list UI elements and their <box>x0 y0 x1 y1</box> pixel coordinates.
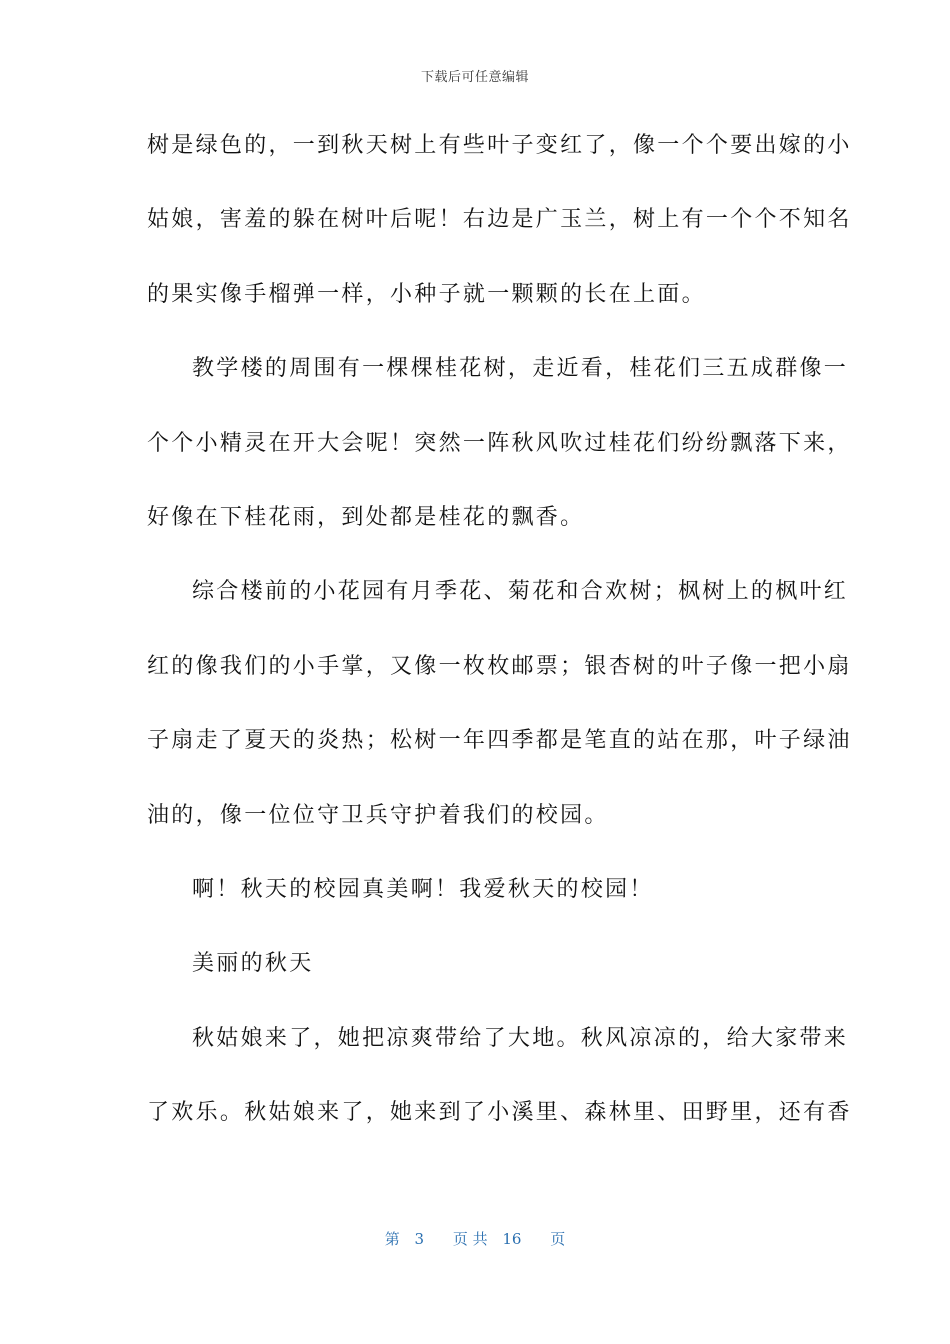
text-line: 子扇走了夏天的炎热；松树一年四季都是笔直的站在那，叶子绿油 <box>147 728 852 754</box>
footer-middle: 页 共 <box>452 1230 488 1248</box>
text-line: 好像在下桂花雨，到处都是桂花的飘香。 <box>147 504 585 530</box>
page-header: 下载后可任意编辑 <box>420 70 529 85</box>
section-title: 美丽的秋天 <box>192 951 314 977</box>
footer-suffix: 页 <box>550 1230 566 1248</box>
text-line: 个个小精灵在开大会呢！突然一阵秋风吹过桂花们纷纷飘落下来， <box>147 430 852 456</box>
paragraph-first-line: 啊！秋天的校园真美啊！我爱秋天的校园！ <box>192 876 654 902</box>
paragraph-first-line: 秋姑娘来了，她把凉爽带给了大地。秋风凉凉的，给大家带来 <box>192 1025 849 1051</box>
page-footer <box>0 1228 950 1249</box>
paragraph-first-line: 综合楼前的小花园有月季花、菊花和合欢树；枫树上的枫叶红 <box>192 579 849 605</box>
text-line: 油的，像一位位守卫兵守护着我们的校园。 <box>147 802 609 828</box>
total-pages: 16 <box>502 1230 522 1248</box>
text-line: 了欢乐。秋姑娘来了，她来到了小溪里、森林里、田野里，还有香 <box>147 1100 852 1126</box>
document-body <box>147 122 852 1163</box>
footer-prefix: 第 <box>384 1230 400 1248</box>
paragraph-first-line: 教学楼的周围有一棵棵桂花树，走近看，桂花们三五成群像一 <box>192 356 849 382</box>
text-line: 的果实像手榴弹一样，小种子就一颗颗的长在上面。 <box>147 281 706 307</box>
text-line: 树是绿色的，一到秋天树上有些叶子变红了，像一个个要出嫁的小 <box>147 133 852 158</box>
text-line: 红的像我们的小手掌，又像一枚枚邮票；银杏树的叶子像一把小扇 <box>147 653 852 679</box>
page-number: 3 <box>414 1230 425 1248</box>
text-line: 姑娘，害羞的躲在树叶后呢！右边是广玉兰，树上有一个个不知名 <box>147 207 852 233</box>
